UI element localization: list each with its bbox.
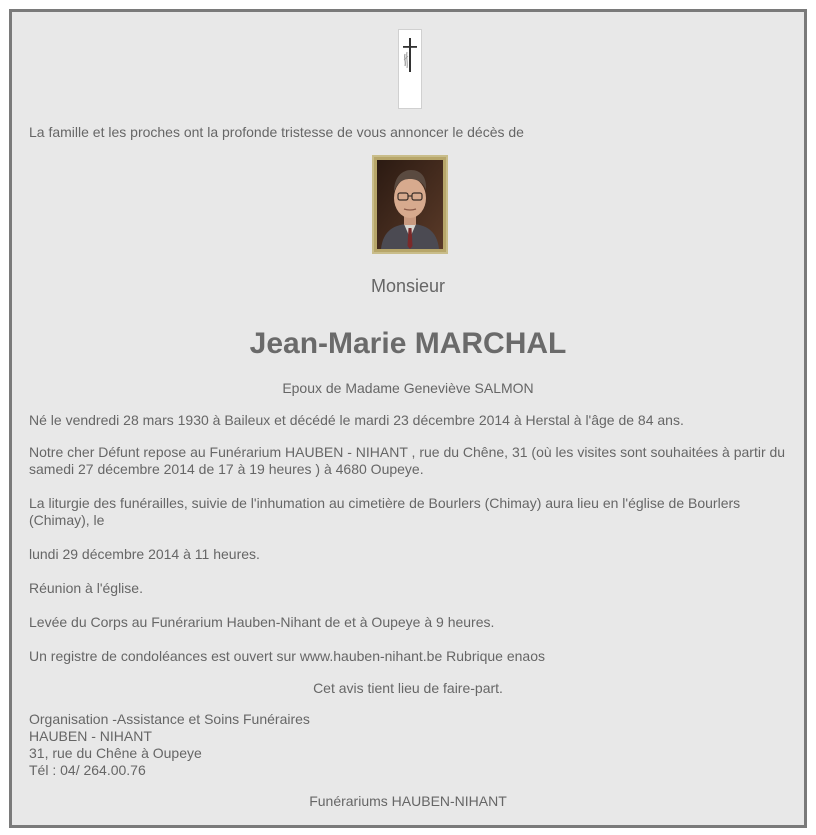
intro-text: La famille et les proches ont la profonde tristesse de vous annoncer le décès de bbox=[29, 124, 524, 140]
cross-icon bbox=[398, 29, 422, 109]
funeral-date-text: lundi 29 décembre 2014 à 11 heures. bbox=[29, 546, 260, 562]
footer-text: Funérariums HAUBEN-NIHANT bbox=[309, 793, 507, 809]
birth-death-text: Né le vendredi 28 mars 1930 à Baileux et décédé le mardi 23 décembre 2014 à Herstal à l'âge de 84 ans. bbox=[29, 412, 684, 428]
obituary-card bbox=[9, 9, 807, 828]
notice-text: Cet avis tient lieu de faire-part. bbox=[313, 680, 503, 696]
organisation-phone: Tél : 04/ 264.00.76 bbox=[29, 762, 146, 778]
organisation-name: HAUBEN - NIHANT bbox=[29, 728, 152, 744]
organisation-block bbox=[29, 711, 310, 779]
civility-title: Monsieur bbox=[370, 276, 446, 296]
body-lift-text: Levée du Corps au Funérarium Hauben-Nihant de et à Oupeye à 9 heures. bbox=[29, 614, 495, 630]
deceased-name: Jean-Marie MARCHAL bbox=[249, 327, 567, 360]
liturgy-text: La liturgie des funérailles, suivie de l'inhumation au cimetière de Bourlers (Chimay) aura lieu en l'église de Bourlers (Chimay), le bbox=[29, 495, 741, 528]
organisation-line: Organisation -Assistance et Soins Funéraires bbox=[29, 711, 310, 727]
rest-place-text: Notre cher Défunt repose au Funérarium HAUBEN - NIHANT , rue du Chêne, 31 (où les visites sont souhaitées à partir du samedi 27 décembre 2014 de 17 à 19 heures ) à 4680 Oupeye. bbox=[29, 444, 786, 477]
organisation-address: 31, rue du Chêne à Oupeye bbox=[29, 745, 202, 761]
portrait-photo bbox=[372, 155, 448, 254]
condolences-text: Un registre de condoléances est ouvert sur www.hauben-nihant.be Rubrique enaos bbox=[29, 648, 545, 664]
meeting-text: Réunion à l'église. bbox=[29, 580, 143, 596]
spouse-line: Epoux de Madame Geneviève SALMON bbox=[282, 380, 534, 396]
